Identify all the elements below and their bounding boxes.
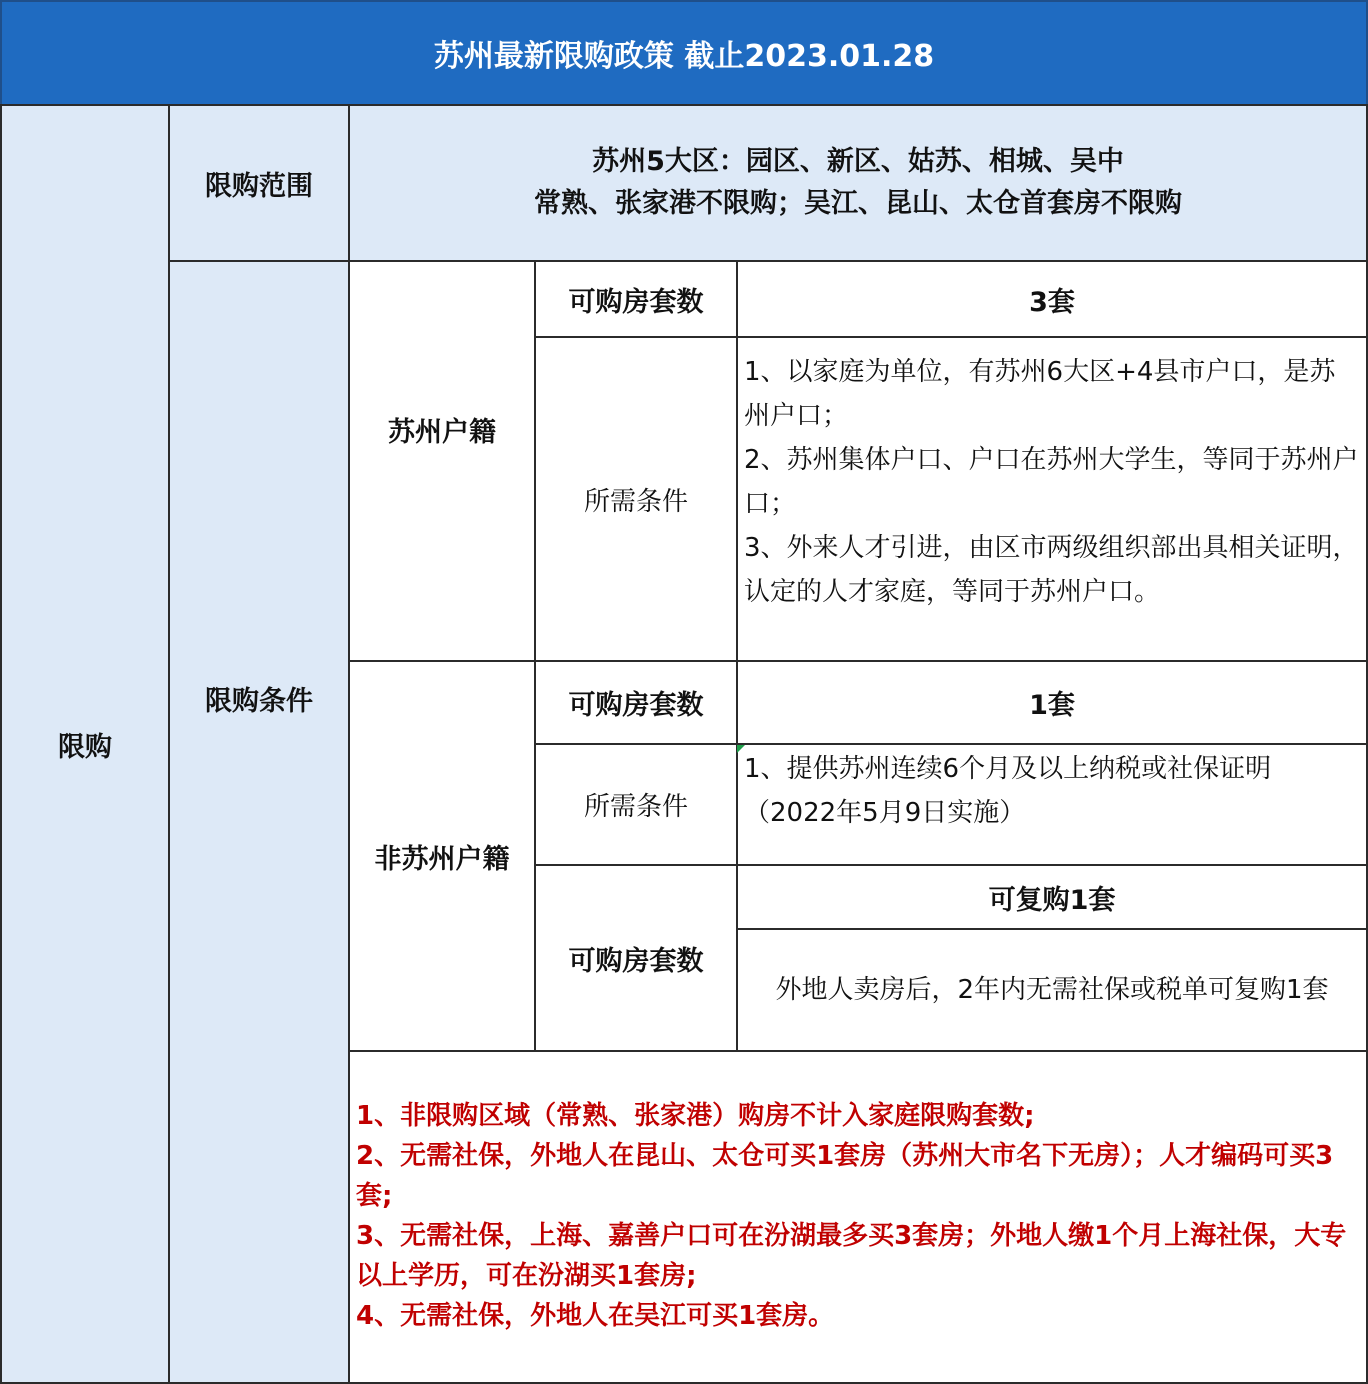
non-suzhou-count-label: 可购房套数 <box>534 660 738 745</box>
non-suzhou-req-text: 1、提供苏州连续6个月及以上纳税或社保证明（2022年5月9日实施） <box>736 743 1368 866</box>
category-cell: 限购 <box>0 104 170 1384</box>
suzhou-req-item: 3、外来人才引进，由区市两级组织部出具相关证明，认定的人才家庭，等同于苏州户口。 <box>744 533 1359 607</box>
note-item: 4、无需社保，外地人在吴江可买1套房。 <box>356 1301 835 1331</box>
non-suzhou-repurchase-title: 可复购1套 <box>736 864 1368 930</box>
suzhou-req-item: 1、以家庭为单位，有苏州6大区+4县市户口，是苏州户口； <box>744 357 1336 431</box>
non-suzhou-hukou-label-text: 非苏州户籍 <box>374 843 510 875</box>
note-item: 3、无需社保，上海、嘉善户口可在汾湖最多买3套房；外地人缴1个月上海社保，大专以上学历，可在汾湖买1套房; <box>356 1221 1347 1291</box>
suzhou-count-value: 3套 <box>736 260 1368 338</box>
page-title: 苏州最新限购政策 截止2023.01.28 <box>0 0 1368 106</box>
conditions-label <box>168 260 350 1384</box>
note-item: 2、无需社保，外地人在昆山、太仓可买1套房（苏州大市名下无房）；人才编码可买3套; <box>356 1141 1334 1211</box>
suzhou-hukou-label-text: 苏州户籍 <box>388 416 496 448</box>
note-item: 1、非限购区域（常熟、张家港）购房不计入家庭限购套数; <box>356 1101 1035 1131</box>
notes-box <box>348 1050 1368 1384</box>
suzhou-hukou-label <box>348 260 536 662</box>
suzhou-req-list <box>736 336 1368 662</box>
conditions-label-text: 限购条件 <box>205 685 313 717</box>
cell-comment-marker-icon <box>737 745 745 753</box>
non-suzhou-repurchase-label: 可购房套数 <box>534 864 738 1052</box>
non-suzhou-repurchase-text: 外地人卖房后，2年内无需社保或税单可复购1套 <box>736 928 1368 1052</box>
suzhou-req-label: 所需条件 <box>534 336 738 662</box>
suzhou-count-label: 可购房套数 <box>534 260 738 338</box>
scope-line-2: 常熟、张家港不限购；吴江、昆山、太仓首套房不限购 <box>534 188 1182 219</box>
non-suzhou-req-label: 所需条件 <box>534 743 738 866</box>
non-suzhou-hukou-label <box>348 660 536 1052</box>
non-suzhou-count-value: 1套 <box>736 660 1368 745</box>
scope-value <box>348 104 1368 262</box>
scope-line-1: 苏州5大区：园区、新区、姑苏、相城、吴中 <box>592 146 1124 177</box>
suzhou-req-item: 2、苏州集体户口、户口在苏州大学生，等同于苏州户口； <box>744 445 1359 519</box>
scope-label: 限购范围 <box>168 104 350 262</box>
